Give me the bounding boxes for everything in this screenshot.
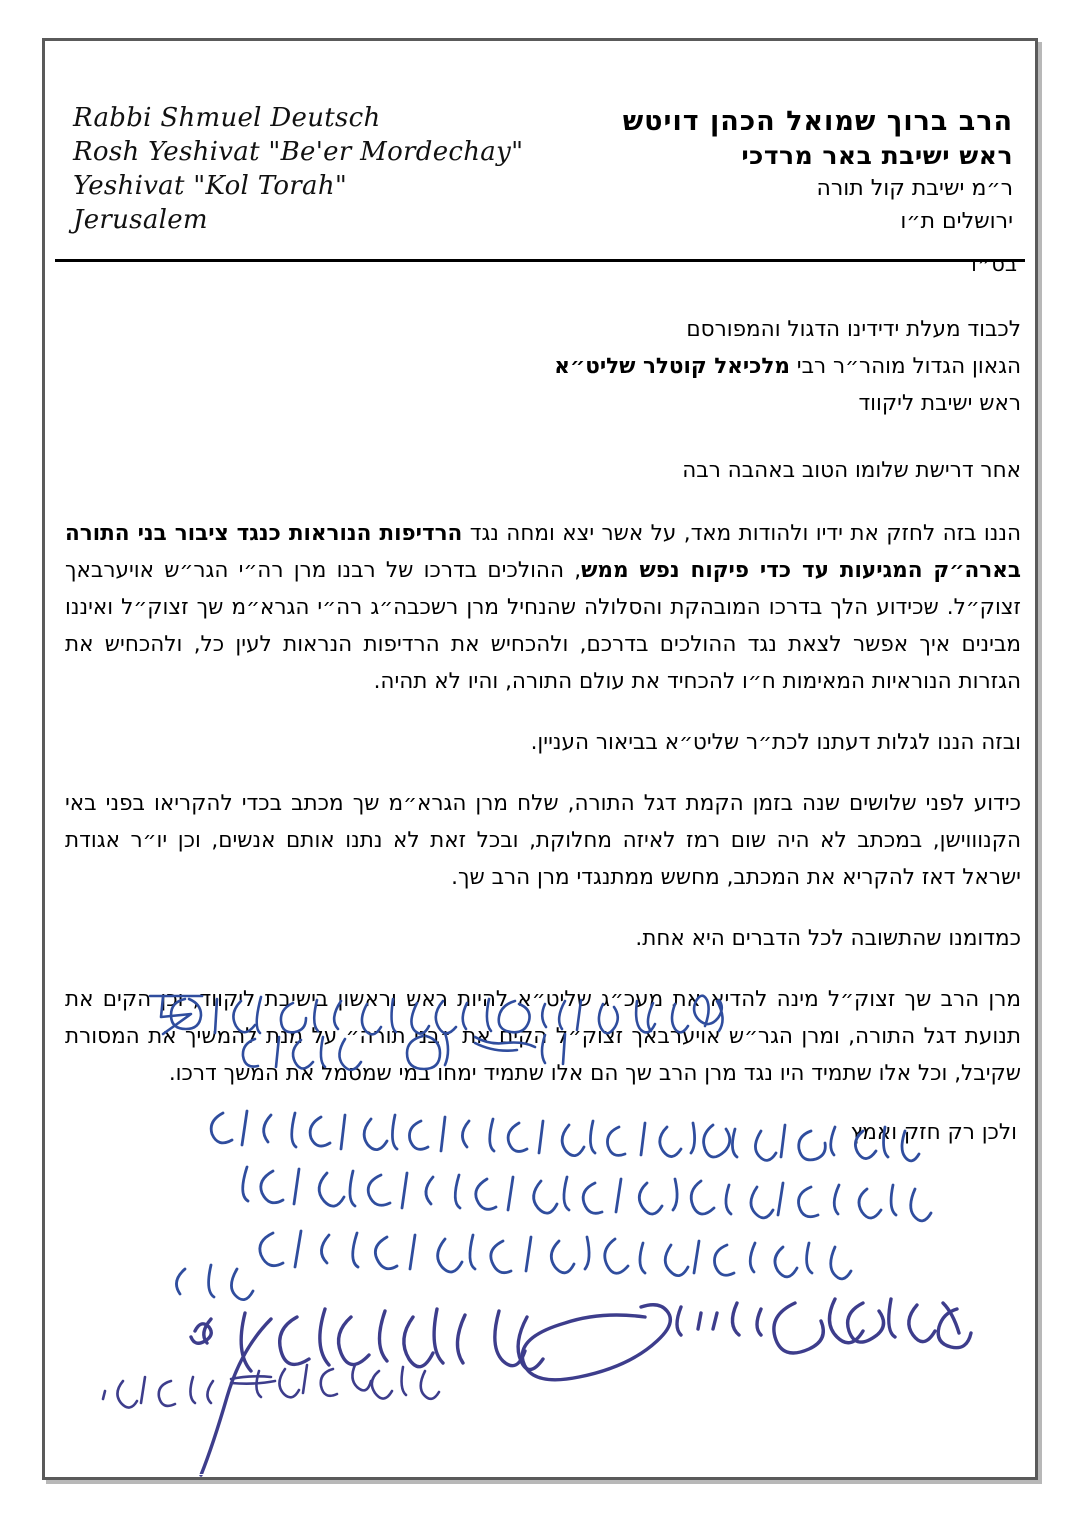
paragraph-4: כמדומנו שהתשובה לכל הדברים היא אחת. — [635, 926, 1021, 951]
page-frame — [42, 38, 1038, 1480]
greeting-line: אחר דרישת שלומו הטוב באהבה רבה — [682, 458, 1021, 483]
addressee-line-1: לכבוד מעלת ידידינו הדגול והמפורסם — [686, 317, 1021, 342]
handwritten-signature — [191, 1299, 971, 1475]
paragraph-1-bold: הרדיפות הנוראות כנגד ציבור בני התורה בארה״ק המגיעות עד כדי פיקוח נפש ממש — [65, 521, 1021, 583]
addressee-line-3: ראש ישיבת ליקווד — [858, 391, 1021, 416]
paragraph-5: מרן הרב שך זצוק״ל מינה להדיא את מעכ״ג שליט״א להיות ראש וראשון בישיבת ליקווד, וכן הקים את תנועת דגל התורה, ומרן הגר״ש אויערבאך זצוק״ל הקים את ״בני תורה״ על מנת להמשיך את המסורת שקיבל, וכל אלו שתמיד היו נגד מרן הרב שך הם אלו שתמיד ימחו במי שמסמל את המשך דרכו. — [65, 987, 1021, 1086]
letterhead-latin-line-3: Yeshivat "Kol Torah" — [73, 171, 348, 201]
addressee-line-2 — [65, 348, 1021, 385]
letterhead-latin-line-2: Rosh Yeshivat "Be'er Mordechay" — [73, 137, 524, 167]
addressee-name: מלכיאל קוטלר שליט״א — [554, 354, 790, 379]
page-content — [45, 41, 1035, 1477]
paragraph-1 — [45, 515, 1035, 700]
closing-line: ולכן רק חזק ואמץ — [850, 1120, 1017, 1145]
letter-body — [45, 249, 1035, 1150]
letterhead-hebrew-line-4: ירושלים ת״ו — [900, 209, 1013, 234]
bsd-heading: בס״ד — [966, 252, 1017, 276]
letterhead-latin-block — [73, 101, 523, 237]
letterhead-hebrew-line-2: ראש ישיבת באר מרדכי — [741, 141, 1013, 170]
addressee-title: הגאון הגדול מוהר״ר רבי — [789, 354, 1021, 379]
letterhead — [45, 63, 1035, 241]
letterhead-hebrew-line-3: ר״מ ישיבת קול תורה — [816, 176, 1013, 201]
paragraph-1-part-2: , ההולכים בדרכו של רבנו מרן רה״י הגר״ש אויערבאך זצוק״ל. שכידוע הלך בדרכו המובהקת והסלולה שהנחיל מרן רשכבה״ג רה״י הגרא״מ שך זצוק״ל ואיננו מבינים איך אפשר לצאת נגד ההולכים בדרכם, ולהכחיש את הרדיפות הנראות לעין כל, ולהכחיש את הגזרות הנוראיות המאימות ח״ו להכחיד את עולם התורה, והיו לא תהיה. — [65, 558, 1021, 694]
letterhead-latin-line-4: Jerusalem — [73, 205, 208, 235]
letterhead-hebrew-block — [623, 105, 1013, 238]
letterhead-latin-line-1: Rabbi Shmuel Deutsch — [73, 103, 381, 133]
paragraph-3: כידוע לפני שלושים שנה בזמן הקמת דגל התורה, שלח מרן הגרא״מ שך מכתב בכדי להקריאו בפני באי הקנוווישן, במכתב לא היה שום רמז לאיזה מחלוקת, ובכל זאת לא נתנו אותם אנשים, וכן יו״ר אגודת ישראל דאז להקריא את המכתב, מחשש ממתנגדי מרן הרב שך. — [65, 791, 1021, 890]
paragraph-2: ובזה הננו לגלות דעתנו לכת״ר שליט״א בביאור העניין. — [530, 730, 1021, 755]
handwritten-note-bottom-left — [103, 1365, 439, 1408]
letterhead-hebrew-line-1: הרב ברוך שמואל הכהן דויטש — [622, 106, 1013, 137]
addressee-block — [45, 311, 1035, 422]
paragraph-1-part-1: הננו בזה לחזק את ידיו ולהודות מאד, על אשר יצא ומחה נגד — [462, 521, 1021, 546]
